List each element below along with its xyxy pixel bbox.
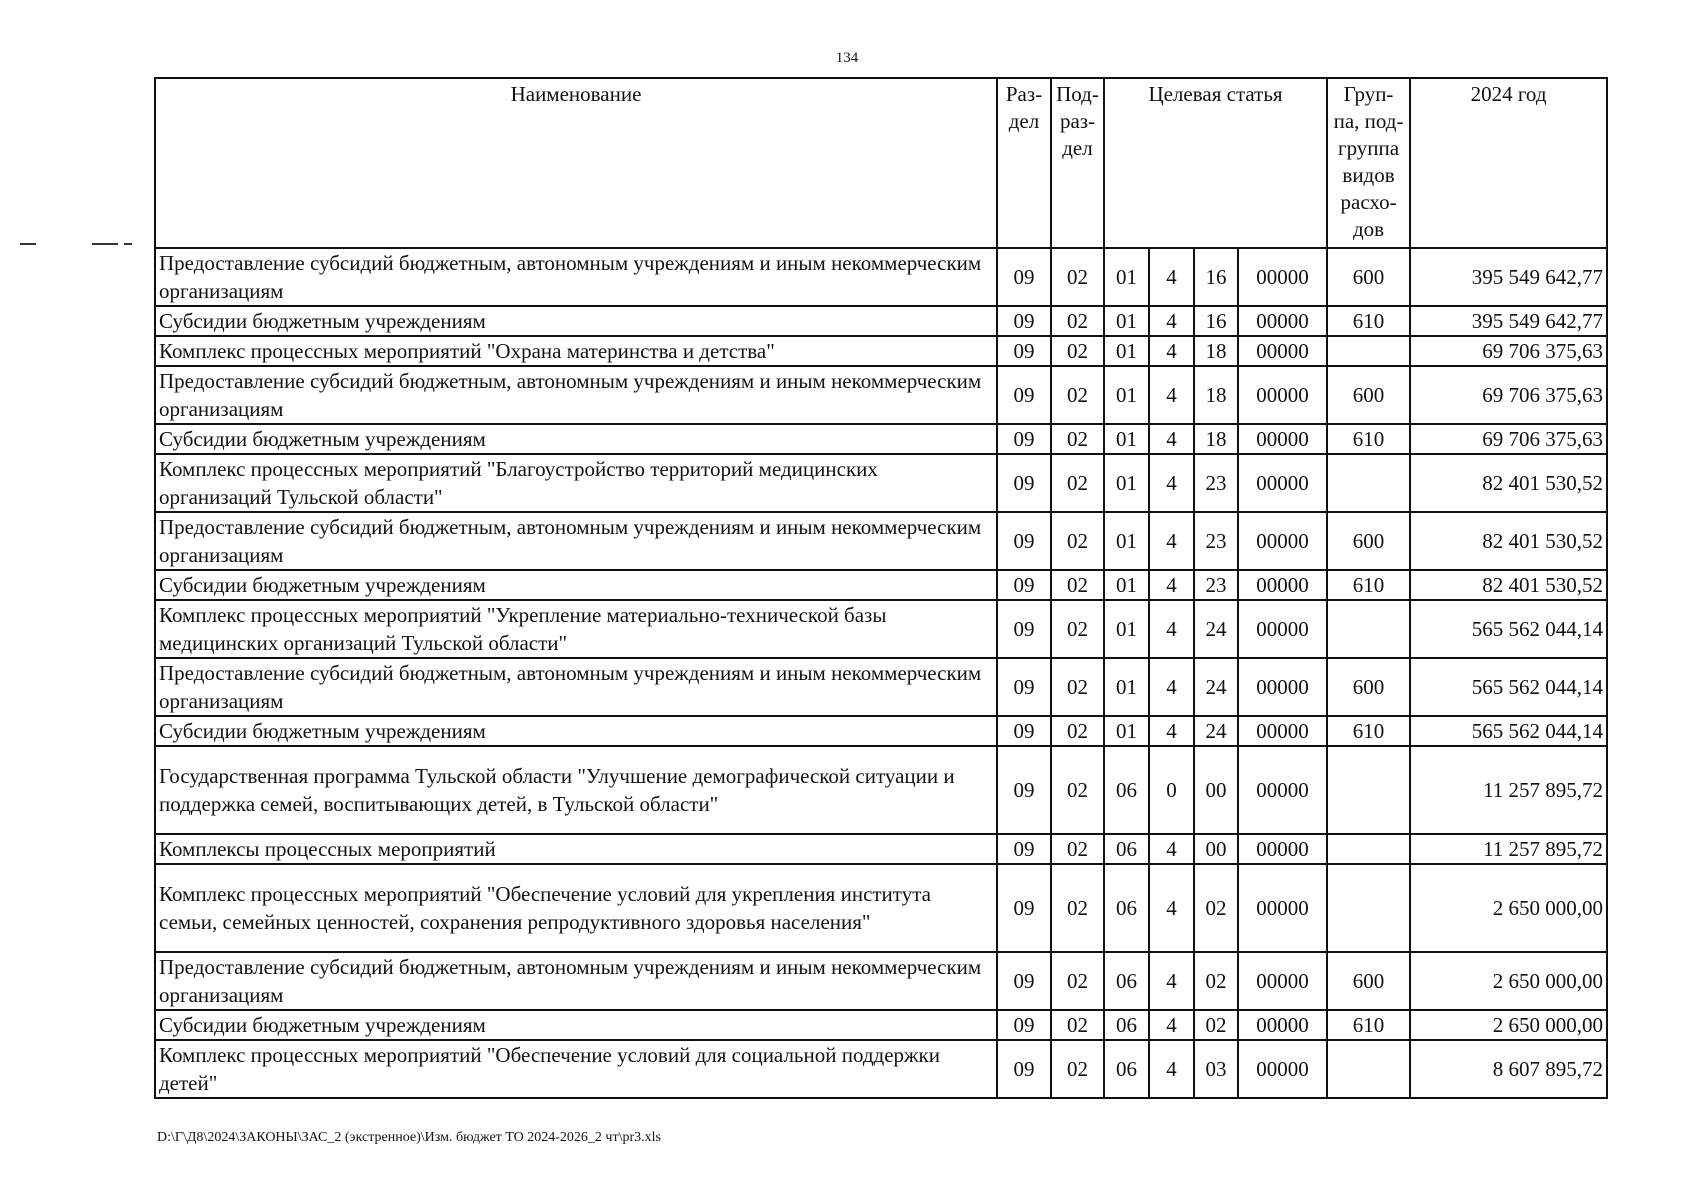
row-target-code: 00000 bbox=[1238, 600, 1327, 658]
row-target-type: 4 bbox=[1149, 454, 1194, 512]
row-target-type: 4 bbox=[1149, 336, 1194, 366]
row-target-program: 01 bbox=[1104, 366, 1149, 424]
row-section: 09 bbox=[997, 658, 1051, 716]
row-target-type: 4 bbox=[1149, 512, 1194, 570]
row-target-program: 01 bbox=[1104, 454, 1149, 512]
row-name: Комплексы процессных мероприятий bbox=[155, 834, 997, 864]
row-target-program: 06 bbox=[1104, 952, 1149, 1010]
row-amount: 82 401 530,52 bbox=[1410, 512, 1607, 570]
row-amount: 2 650 000,00 bbox=[1410, 952, 1607, 1010]
row-section: 09 bbox=[997, 454, 1051, 512]
row-target-type: 4 bbox=[1149, 366, 1194, 424]
row-expense-group bbox=[1327, 600, 1410, 658]
row-target-item: 16 bbox=[1194, 248, 1238, 306]
row-target-item: 23 bbox=[1194, 570, 1238, 600]
row-target-program: 01 bbox=[1104, 248, 1149, 306]
row-amount: 395 549 642,77 bbox=[1410, 306, 1607, 336]
row-target-code: 00000 bbox=[1238, 746, 1327, 834]
row-amount: 395 549 642,77 bbox=[1410, 248, 1607, 306]
row-target-program: 06 bbox=[1104, 1040, 1149, 1098]
page-number: 134 bbox=[835, 50, 859, 66]
row-section: 09 bbox=[997, 306, 1051, 336]
row-target-program: 06 bbox=[1104, 1010, 1149, 1040]
row-subsection: 02 bbox=[1051, 1010, 1104, 1040]
row-target-code: 00000 bbox=[1238, 658, 1327, 716]
table-row bbox=[155, 864, 1607, 952]
row-name: Субсидии бюджетным учреждениям bbox=[155, 424, 997, 454]
header-target-article: Целевая статья bbox=[1104, 78, 1327, 248]
margin-mark bbox=[92, 243, 118, 245]
row-expense-group: 610 bbox=[1327, 570, 1410, 600]
row-subsection: 02 bbox=[1051, 366, 1104, 424]
margin-mark bbox=[20, 243, 36, 245]
row-target-program: 06 bbox=[1104, 834, 1149, 864]
table-row bbox=[155, 952, 1607, 1010]
table-body bbox=[155, 248, 1607, 1098]
row-target-code: 00000 bbox=[1238, 306, 1327, 336]
row-subsection: 02 bbox=[1051, 600, 1104, 658]
row-name: Комплекс процессных мероприятий "Благоустройство территорий медицинских организаций Тульской области" bbox=[155, 454, 997, 512]
row-target-item: 23 bbox=[1194, 454, 1238, 512]
row-target-code: 00000 bbox=[1238, 454, 1327, 512]
row-amount: 8 607 895,72 bbox=[1410, 1040, 1607, 1098]
row-subsection: 02 bbox=[1051, 336, 1104, 366]
row-target-type: 4 bbox=[1149, 600, 1194, 658]
row-amount: 2 650 000,00 bbox=[1410, 864, 1607, 952]
row-target-code: 00000 bbox=[1238, 864, 1327, 952]
row-subsection: 02 bbox=[1051, 864, 1104, 952]
row-name: Предоставление субсидий бюджетным, автономным учреждениям и иным некоммерческим организациям bbox=[155, 512, 997, 570]
table-row bbox=[155, 454, 1607, 512]
row-target-program: 01 bbox=[1104, 716, 1149, 746]
row-section: 09 bbox=[997, 570, 1051, 600]
row-expense-group bbox=[1327, 454, 1410, 512]
row-target-item: 00 bbox=[1194, 746, 1238, 834]
header-year: 2024 год bbox=[1410, 78, 1607, 248]
table-row bbox=[155, 1040, 1607, 1098]
row-amount: 2 650 000,00 bbox=[1410, 1010, 1607, 1040]
row-subsection: 02 bbox=[1051, 716, 1104, 746]
row-target-type: 4 bbox=[1149, 658, 1194, 716]
row-section: 09 bbox=[997, 366, 1051, 424]
row-target-item: 18 bbox=[1194, 424, 1238, 454]
row-amount: 69 706 375,63 bbox=[1410, 336, 1607, 366]
row-section: 09 bbox=[997, 834, 1051, 864]
row-expense-group bbox=[1327, 746, 1410, 834]
row-section: 09 bbox=[997, 336, 1051, 366]
row-section: 09 bbox=[997, 424, 1051, 454]
row-target-code: 00000 bbox=[1238, 424, 1327, 454]
table-row bbox=[155, 746, 1607, 834]
row-expense-group: 610 bbox=[1327, 1010, 1410, 1040]
row-name: Субсидии бюджетным учреждениям bbox=[155, 716, 997, 746]
row-target-program: 01 bbox=[1104, 512, 1149, 570]
row-name: Субсидии бюджетным учреждениям bbox=[155, 306, 997, 336]
row-name: Предоставление субсидий бюджетным, автономным учреждениям и иным некоммерческим организациям bbox=[155, 248, 997, 306]
row-name: Комплекс процессных мероприятий "Обеспечение условий для социальной поддержки детей" bbox=[155, 1040, 997, 1098]
row-target-item: 24 bbox=[1194, 600, 1238, 658]
row-expense-group bbox=[1327, 1040, 1410, 1098]
row-target-type: 4 bbox=[1149, 864, 1194, 952]
table-row bbox=[155, 716, 1607, 746]
row-target-code: 00000 bbox=[1238, 834, 1327, 864]
row-expense-group: 610 bbox=[1327, 716, 1410, 746]
row-target-item: 00 bbox=[1194, 834, 1238, 864]
row-expense-group bbox=[1327, 864, 1410, 952]
row-name: Предоставление субсидий бюджетным, автономным учреждениям и иным некоммерческим организациям bbox=[155, 366, 997, 424]
row-section: 09 bbox=[997, 864, 1051, 952]
header-name: Наименование bbox=[155, 78, 997, 248]
row-amount: 69 706 375,63 bbox=[1410, 424, 1607, 454]
row-target-item: 18 bbox=[1194, 366, 1238, 424]
row-target-code: 00000 bbox=[1238, 1040, 1327, 1098]
row-target-item: 18 bbox=[1194, 336, 1238, 366]
row-subsection: 02 bbox=[1051, 454, 1104, 512]
row-target-program: 01 bbox=[1104, 570, 1149, 600]
row-name: Государственная программа Тульской области "Улучшение демографической ситуации и поддержка семей, воспитывающих детей, в Тульской области" bbox=[155, 746, 997, 834]
row-target-program: 01 bbox=[1104, 658, 1149, 716]
row-section: 09 bbox=[997, 248, 1051, 306]
row-section: 09 bbox=[997, 746, 1051, 834]
row-target-code: 00000 bbox=[1238, 248, 1327, 306]
margin-mark bbox=[124, 243, 132, 245]
row-target-type: 4 bbox=[1149, 1040, 1194, 1098]
row-expense-group: 610 bbox=[1327, 306, 1410, 336]
row-expense-group bbox=[1327, 336, 1410, 366]
table-row bbox=[155, 424, 1607, 454]
row-target-code: 00000 bbox=[1238, 512, 1327, 570]
row-target-type: 4 bbox=[1149, 1010, 1194, 1040]
header-section: Раз- дел bbox=[997, 78, 1051, 248]
row-subsection: 02 bbox=[1051, 424, 1104, 454]
row-target-item: 02 bbox=[1194, 1010, 1238, 1040]
row-target-code: 00000 bbox=[1238, 1010, 1327, 1040]
row-target-code: 00000 bbox=[1238, 366, 1327, 424]
row-target-program: 01 bbox=[1104, 336, 1149, 366]
row-target-program: 01 bbox=[1104, 424, 1149, 454]
table-row bbox=[155, 834, 1607, 864]
row-target-item: 24 bbox=[1194, 716, 1238, 746]
row-name: Предоставление субсидий бюджетным, автономным учреждениям и иным некоммерческим организациям bbox=[155, 952, 997, 1010]
row-target-type: 4 bbox=[1149, 716, 1194, 746]
row-section: 09 bbox=[997, 600, 1051, 658]
row-target-code: 00000 bbox=[1238, 952, 1327, 1010]
header-expense-group: Груп- па, под- группа видов расхо- дов bbox=[1327, 78, 1410, 248]
row-section: 09 bbox=[997, 1040, 1051, 1098]
row-target-type: 4 bbox=[1149, 306, 1194, 336]
row-section: 09 bbox=[997, 1010, 1051, 1040]
row-target-code: 00000 bbox=[1238, 570, 1327, 600]
row-expense-group: 600 bbox=[1327, 512, 1410, 570]
row-name: Предоставление субсидий бюджетным, автономным учреждениям и иным некоммерческим организациям bbox=[155, 658, 997, 716]
row-target-program: 01 bbox=[1104, 306, 1149, 336]
row-target-item: 24 bbox=[1194, 658, 1238, 716]
table-row bbox=[155, 600, 1607, 658]
row-target-item: 23 bbox=[1194, 512, 1238, 570]
row-subsection: 02 bbox=[1051, 834, 1104, 864]
row-section: 09 bbox=[997, 952, 1051, 1010]
row-expense-group: 600 bbox=[1327, 366, 1410, 424]
row-name: Комплекс процессных мероприятий "Обеспечение условий для укрепления института семьи, семейных ценностей, сохранения репродуктивного здоровья населения" bbox=[155, 864, 997, 952]
row-subsection: 02 bbox=[1051, 952, 1104, 1010]
row-expense-group bbox=[1327, 834, 1410, 864]
row-target-type: 4 bbox=[1149, 248, 1194, 306]
budget-table bbox=[154, 77, 1608, 1099]
row-target-type: 4 bbox=[1149, 952, 1194, 1010]
table-row bbox=[155, 306, 1607, 336]
row-target-code: 00000 bbox=[1238, 336, 1327, 366]
row-expense-group: 600 bbox=[1327, 952, 1410, 1010]
row-target-type: 4 bbox=[1149, 424, 1194, 454]
table-row bbox=[155, 366, 1607, 424]
row-amount: 565 562 044,14 bbox=[1410, 658, 1607, 716]
table-row bbox=[155, 336, 1607, 366]
row-expense-group: 610 bbox=[1327, 424, 1410, 454]
row-name: Комплекс процессных мероприятий "Укрепление материально-технической базы медицинских организаций Тульской области" bbox=[155, 600, 997, 658]
row-subsection: 02 bbox=[1051, 570, 1104, 600]
row-target-type: 0 bbox=[1149, 746, 1194, 834]
header-subsection: Под- раз- дел bbox=[1051, 78, 1104, 248]
row-amount: 69 706 375,63 bbox=[1410, 366, 1607, 424]
table-header-row bbox=[155, 78, 1607, 248]
row-target-type: 4 bbox=[1149, 834, 1194, 864]
row-target-program: 01 bbox=[1104, 600, 1149, 658]
table-row bbox=[155, 570, 1607, 600]
row-amount: 11 257 895,72 bbox=[1410, 834, 1607, 864]
table-row bbox=[155, 1010, 1607, 1040]
table-row bbox=[155, 512, 1607, 570]
row-target-item: 03 bbox=[1194, 1040, 1238, 1098]
table-row bbox=[155, 658, 1607, 716]
row-amount: 565 562 044,14 bbox=[1410, 716, 1607, 746]
table-row bbox=[155, 248, 1607, 306]
row-amount: 82 401 530,52 bbox=[1410, 570, 1607, 600]
row-target-code: 00000 bbox=[1238, 716, 1327, 746]
row-subsection: 02 bbox=[1051, 512, 1104, 570]
row-section: 09 bbox=[997, 716, 1051, 746]
row-target-item: 16 bbox=[1194, 306, 1238, 336]
row-target-item: 02 bbox=[1194, 952, 1238, 1010]
row-target-type: 4 bbox=[1149, 570, 1194, 600]
row-target-item: 02 bbox=[1194, 864, 1238, 952]
row-amount: 11 257 895,72 bbox=[1410, 746, 1607, 834]
row-subsection: 02 bbox=[1051, 658, 1104, 716]
row-subsection: 02 bbox=[1051, 1040, 1104, 1098]
row-section: 09 bbox=[997, 512, 1051, 570]
row-name: Комплекс процессных мероприятий "Охрана материнства и детства" bbox=[155, 336, 997, 366]
row-subsection: 02 bbox=[1051, 248, 1104, 306]
row-target-program: 06 bbox=[1104, 746, 1149, 834]
row-subsection: 02 bbox=[1051, 746, 1104, 834]
row-expense-group: 600 bbox=[1327, 658, 1410, 716]
row-amount: 82 401 530,52 bbox=[1410, 454, 1607, 512]
footer-file-path: D:\Г\Д8\2024\ЗАКОНЫ\ЗАС_2 (экстренное)\Изм. бюджет ТО 2024-2026_2 чт\pr3.xls bbox=[157, 1130, 661, 1145]
row-name: Субсидии бюджетным учреждениям bbox=[155, 1010, 997, 1040]
row-name: Субсидии бюджетным учреждениям bbox=[155, 570, 997, 600]
row-target-program: 06 bbox=[1104, 864, 1149, 952]
row-expense-group: 600 bbox=[1327, 248, 1410, 306]
row-subsection: 02 bbox=[1051, 306, 1104, 336]
row-amount: 565 562 044,14 bbox=[1410, 600, 1607, 658]
